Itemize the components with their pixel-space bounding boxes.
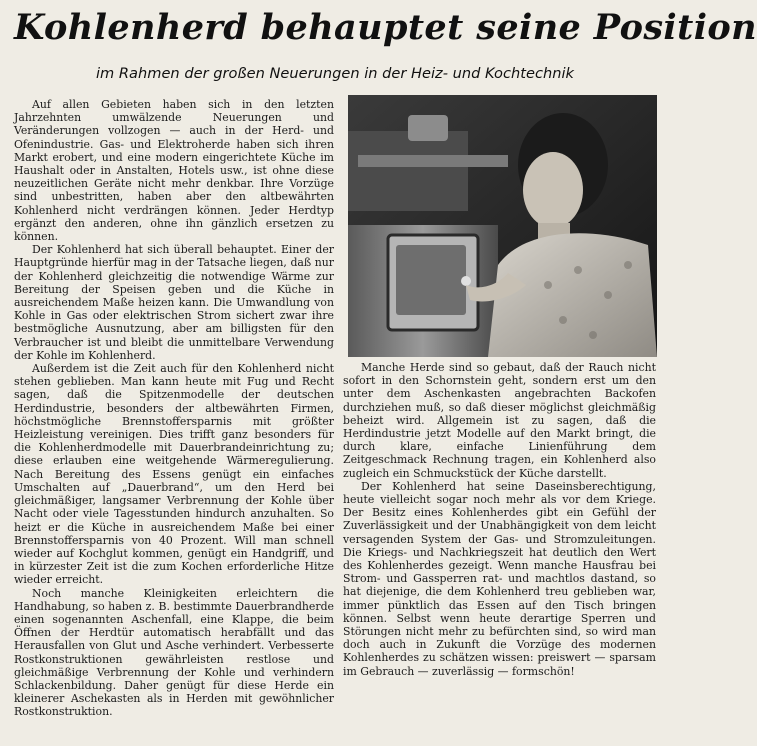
paragraph: Außerdem ist die Zeit auch für den Kohlenherd nicht stehen geblieben. Man kann heute mit Fug und Recht sagen, daß die Spitzenmodelle der deutschen Herdindustrie, besonders der altbewährten Firmen, höchstmögliche Brennstoffersparnis mit größter Heizleistung vereinigen. Dies trifft ganz besonders für die Kohlenherdmodelle mit Dauerbrandeinrichtung zu; diese erlauben eine weitgehende Wärmeregulierung. Nach Bereitung des Essens genügt ein einfaches Umschalten auf „Dauerbrand“, um den Herd bei gleichmäßiger, langsamer Verbrennung der Kohle über Nacht oder viele Tagesstunden hindurch anzuhalten. So heizt er die Küche in ausreichendem Maße bei einer Brennstoffersparnis von 40 Prozent. Will man schnell wieder auf Kochglut kommen, genügt ein Handgriff, und in kürzester Zeit ist die zum Kochen erforderliche Hitze wieder erreicht. <box>14 362 334 587</box>
paragraph: Der Kohlenherd hat sich überall behauptet. Einer der Hauptgründe hierfür mag in der Tatsache liegen, daß nur der Kohlenherd gleichzeitig die notwendige Wärme zur Bereitung der Speisen geben und die Küche in ausreichendem Maße heizen kann. Die Umwandlung von Kohle in Gas oder elektrischen Strom sichert zwar ihre bestmögliche Ausnutzung, aber am billigsten für den Verbraucher ist und bleibt die unmittelbare Verwendung der Kohle im Kohlenherd. <box>14 243 334 362</box>
article-photo <box>348 95 657 357</box>
paragraph: Der Kohlenherd hat seine Daseinsberechtigung, heute vielleicht sogar noch mehr als vor dem Kriege. Der Besitz eines Kohlenherdes gibt ein Gefühl der Zuverlässigkeit und der Unabhängigkeit von dem leicht versagenden System der Gas- und Stromzuleitungen. Die Kriegs- und Nachkriegszeit hat deutlich den Wert des Kohlenherdes gezeigt. Wenn manche Hausfrau bei Strom- und Gassperren rat- und machtlos dastand, so hat diejenige, die dem Kohlenherd treu geblieben war, immer pünktlich das Essen auf den Tisch bringen können. Selbst wenn heute derartige Sperren und Störungen nicht mehr zu befürchten sind, so wird man doch auch in Zukunft die Vorzüge des modernen Kohlenherdes zu schätzen wissen: preiswert — sparsam im Gebrauch — zuverlässig — formschön! <box>343 479 656 678</box>
article-column-left <box>14 98 334 738</box>
paragraph: Auf allen Gebieten haben sich in den letzten Jahrzehnten umwälzende Neuerungen und Veränderungen vollzogen — auch in der Herd- und Ofenindustrie. Gas- und Elektroherde haben sich ihren Markt erobert, und eine modern eingerichtete Küche im Haushalt oder in Anstalten, Hotels usw., ist ohne diese neuzeitlichen Geräte nicht mehr denkbar. Ihre Vorzüge sind unbestritten, haben aber den altbewährten Kohlenherd nicht verdrängen können. Jeder Herdtyp ergänzt den anderen, ohne ihn gänzlich ersetzen zu können. <box>14 98 334 244</box>
paragraph: Manche Herde sind so gebaut, daß der Rauch nicht sofort in den Schornstein geht, sondern erst um den unter dem Aschenkasten angebrachten Backofen durchziehen muß, so daß dieser möglichst gleichmäßig beheizt wird. Allgemein ist zu sagen, daß die Herdindustrie jetzt Modelle auf den Markt bringt, die durch klare, einfache Linienführung dem Zeitgeschmack Rechnung tragen, ein Kohlenherd also zugleich ein Schmuckstück der Küche darstellt. <box>343 361 656 480</box>
photo-illustration <box>348 95 657 357</box>
paragraph: Noch manche Kleinigkeiten erleichtern die Handhabung, so haben z. B. bestimmte Dauerbrandherde einen sogenannten Aschenfall, eine Klappe, die beim Öffnen der Herdtür automatisch herabfällt und das Herausfallen von Glut und Asche verhindert. Verbesserte Rostkonstruktionen gewährleisten restlose und gleichmäßige Verbrennung der Kohle und verhindern Schlackenbildung. Daher genügt für diese Herde ein kleinerer Aschekasten als in Herden mit gewöhnlicher Rostkonstruktion. <box>14 586 334 719</box>
headline: Kohlenherd behauptet seine Position <box>14 7 757 48</box>
article-column-right <box>343 361 656 739</box>
subheadline: im Rahmen der großen Neuerungen in der Heiz- und Kochtechnik <box>96 65 574 82</box>
